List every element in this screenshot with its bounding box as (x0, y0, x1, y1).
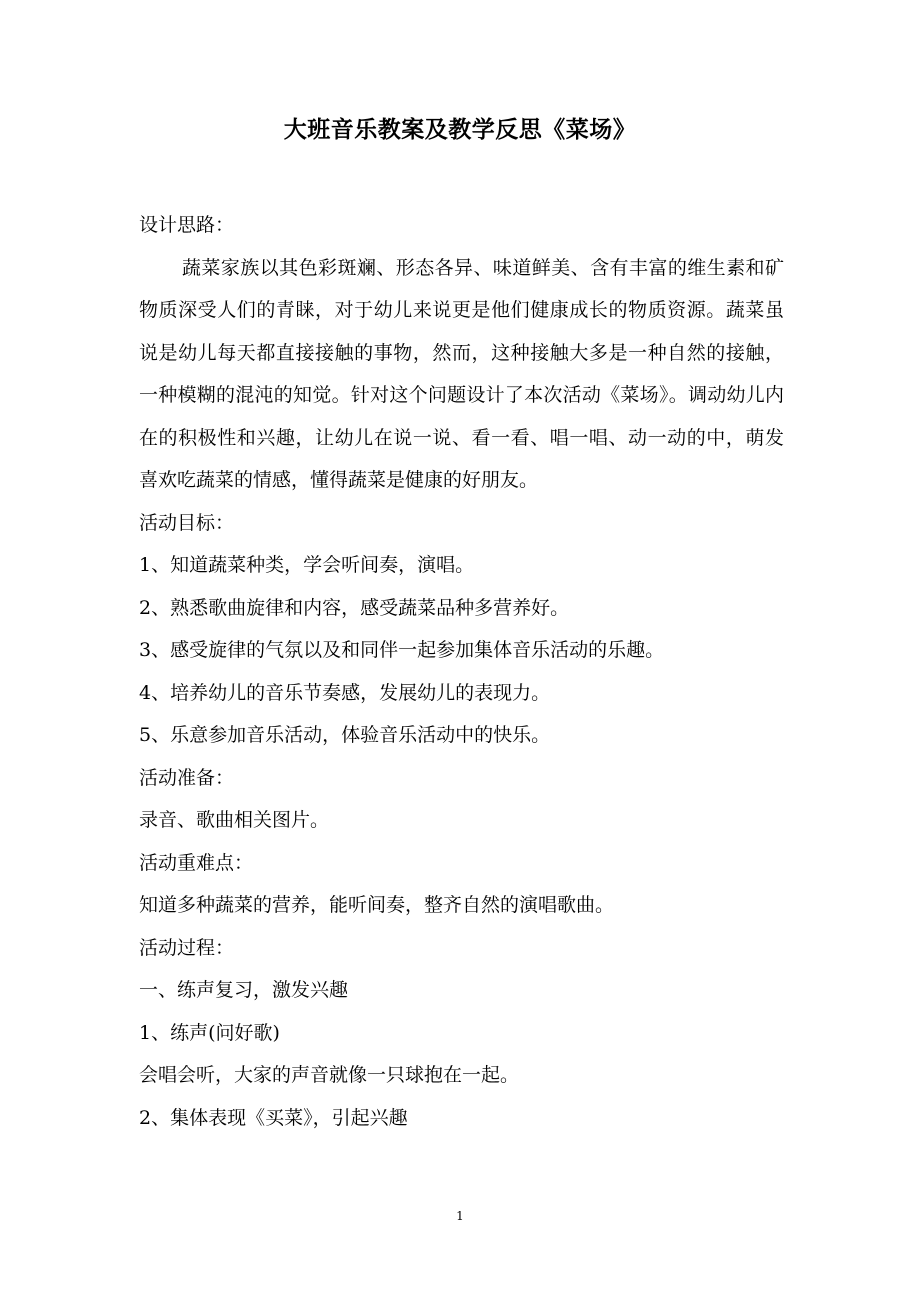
process-item: 1、练声(问好歌) (139, 1021, 280, 1044)
goal-item: 2、熟悉歌曲旋律和内容，感受蔬菜品种多营养好。 (139, 596, 570, 619)
document-body (139, 204, 784, 1139)
prep-heading: 活动准备： (139, 766, 235, 789)
process-item: 一、练声复习，激发兴趣 (139, 979, 349, 1001)
prep-text: 录音、歌曲相关图片。 (139, 809, 330, 831)
process-item: 2、集体表现《买菜》，引起兴趣 (139, 1106, 408, 1129)
goals-heading: 活动目标： (139, 511, 235, 534)
key-points-text: 知道多种蔬菜的营养，能听间奏，整齐自然的演唱歌曲。 (139, 894, 615, 916)
key-points-heading: 活动重难点： (139, 851, 254, 874)
page-number: 1 (456, 1209, 464, 1223)
design-heading: 设计思路： (139, 214, 235, 236)
process-heading: 活动过程： (139, 936, 235, 959)
design-paragraph: 蔬菜家族以其色彩斑斓、形态各异、味道鲜美、含有丰富的维生素和矿物质深受人们的青睐，对于幼儿来说更是他们健康成长的物质资源。蔬菜虽说是幼儿每天都直接接触的事物，然而，这种接触大多是一种自然的接触，一种模糊的混沌的知觉。针对这个问题设计了本次活动《菜场》。调动幼儿内在的积极性和兴趣，让幼儿在说一说、看一看、唱一唱、动一动的中，萌发喜欢吃蔬菜的情感，懂得蔬菜是健康的好朋友。 (139, 256, 784, 491)
goal-item: 5、乐意参加音乐活动，体验音乐活动中的快乐。 (139, 724, 551, 746)
process-item: 会唱会听，大家的声音就像一只球抱在一起。 (139, 1064, 520, 1086)
goal-item: 3、感受旋律的气氛以及和同伴一起参加集体音乐活动的乐趣。 (139, 639, 665, 661)
goal-item: 1、知道蔬菜种类，学会听间奏，演唱。 (139, 554, 475, 576)
document-title: 大班音乐教案及教学反思《菜场》 (283, 116, 637, 143)
goal-item: 4、培养幼儿的音乐节奏感，发展幼儿的表现力。 (139, 681, 551, 704)
